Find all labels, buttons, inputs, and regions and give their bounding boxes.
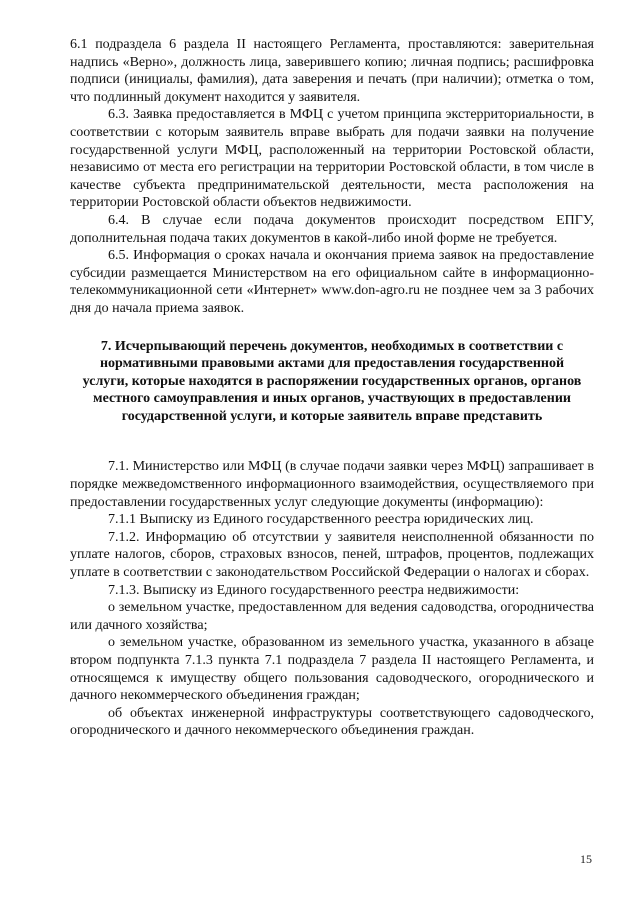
paragraph-7-1-3-derived-plot: о земельном участке, образованном из земельного участка, указанного в абзаце втором подпункта 7.1.3 пункта 7.1 подраздела 7 раздела II настоящего Регламента, и относящемся к имуществу общего пользования садоводческого, огороднического и дачного некоммерческого объединения граждан; [70, 635, 594, 704]
paragraph-6-4: 6.4. В случае если подача документов происходит посредством ЕПГУ, дополнительная подача таких документов в какой-либо иной форме не требуется. [70, 212, 594, 246]
paragraph-7-1-3-land-plot: о земельном участке, предоставленном для ведения садоводства, огородничества или дачного хозяйства; [70, 600, 594, 633]
paragraph-6-3: 6.3. Заявка предоставляется в МФЦ с учетом принципа экстерриториальности, в соответствии с которым заявитель вправе выбрать для подачи заявки на получение государственной услуги МФЦ, расположенный на территории Ростовской области, независимо от места его регистрации на территории Ростовской области, в том числе в качестве субъекта предпринимательской деятельности, места расположения на территории Ростовской области объектов недвижимости. [70, 107, 594, 211]
paragraph-6-5: 6.5. Информация о сроках начала и окончания приема заявок на предоставление субсидии размещается Министерством на его официальном сайте в информационно-телекоммуникационной сети «Интернет» www.don-agro.ru не позднее чем за 3 рабочих дня до начала приема заявок. [70, 248, 594, 316]
paragraph-7-1-1: 7.1.1 Выписку из Единого государственного реестра юридических лиц. [108, 512, 534, 528]
paragraph-7-1-3: 7.1.3. Выписку из Единого государственного реестра недвижимости: [108, 582, 520, 598]
document-page [70, 36, 594, 740]
paragraph-7-1-2: 7.1.2. Информацию об отсутствии у заявителя неисполненной обязанности по уплате налогов, сборов, страховых взносов, пеней, штрафов, процентов, подлежащих уплате в соответствии с законодательством Российской Федерации о налогах и сборах. [70, 529, 594, 581]
page-number: 15 [580, 852, 592, 866]
paragraph-6-2-continued: 6.1 подраздела 6 раздела II настоящего Регламента, проставляются: заверительная надпись «Верно», должность лица, заверившего копию; личная подпись; расшифровка подписи (инициалы, фамилия), дата заверения и печать (при наличии); отметка о том, что подлинный документ находится у заявителя. [70, 37, 594, 105]
paragraph-7-1: 7.1. Министерство или МФЦ (в случае подачи заявки через МФЦ) запрашивает в порядке межведомственного информационного взаимодействия, осуществляемого при предоставлении государственных услуг следующие документы (информацию): [70, 459, 594, 510]
paragraph-7-1-3-infrastructure: об объектах инженерной инфраструктуры соответствующего садоводческого, огороднического и дачного некоммерческого объединения граждан. [70, 705, 594, 739]
section-7-heading: 7. Исчерпывающий перечень документов, необходимых в соответствии с нормативными правовыми актами для предоставления государственной услуги, которые находятся в распоряжении государственных органов, органов местного самоуправления и иных органов, участвующих в предоставлении государственной услуги, и которые заявитель вправе представить [82, 338, 582, 424]
